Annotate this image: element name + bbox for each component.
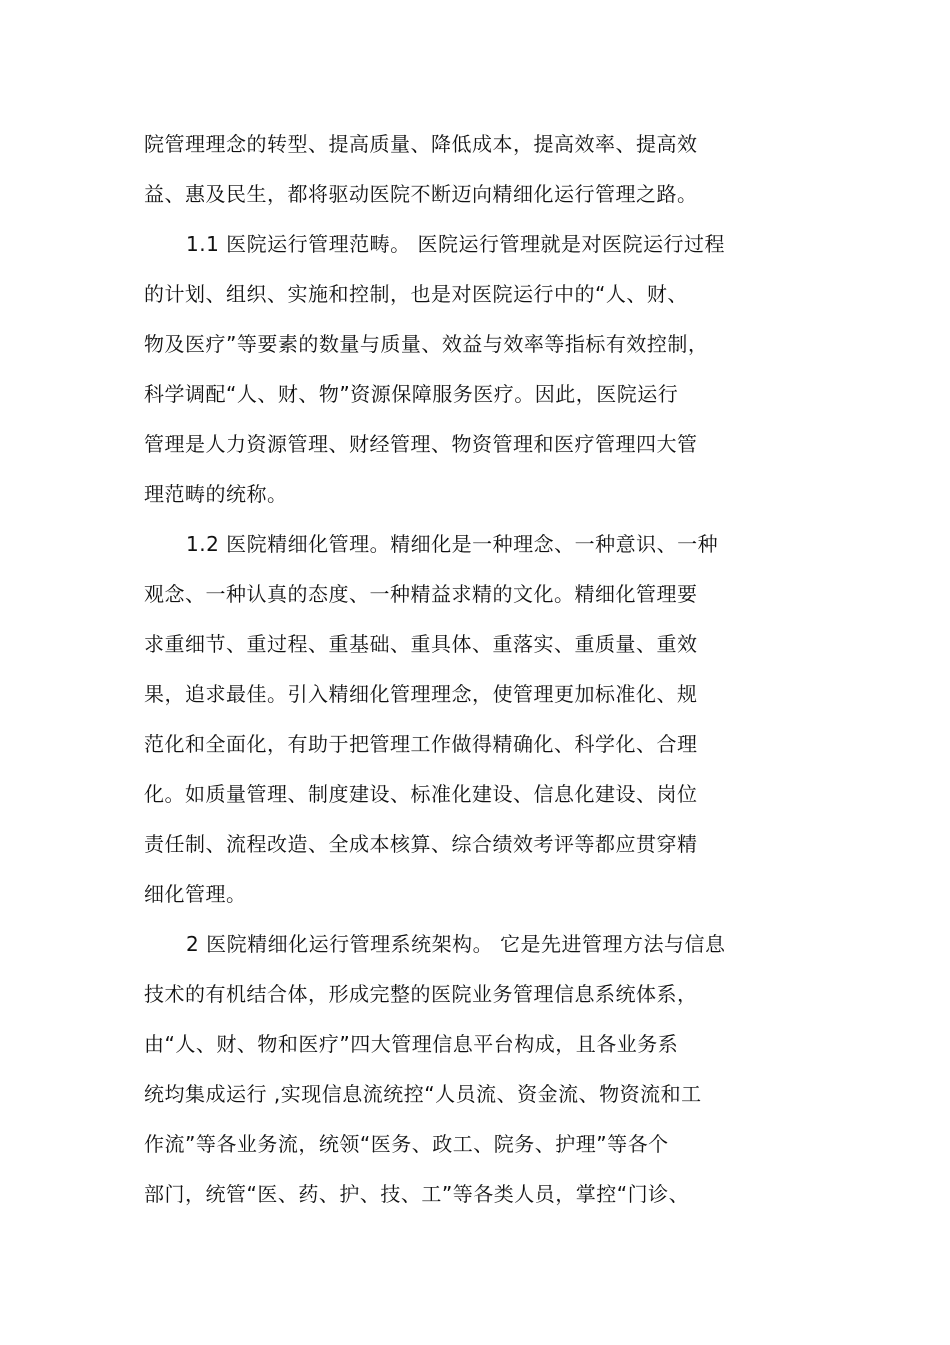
text-line: 由“人、财、物和医疗”四大管理信息平台构成，且各业务系: [144, 1032, 679, 1056]
text-line: 益、惠及民生，都将驱动医院不断迈向精细化运行管理之路。: [144, 182, 698, 206]
text-line: 管理是人力资源管理、财经管理、物资管理和医疗管理四大管: [144, 432, 698, 456]
text-line: 物及医疗”等要素的数量与质量、效益与效率等指标有效控制，: [144, 332, 709, 356]
text-line: 理范畴的统称。: [144, 482, 288, 506]
text-line: 技术的有机结合体，形成完整的医院业务管理信息系统体系，: [144, 982, 698, 1006]
text-line: 观念、一种认真的态度、一种精益求精的文化。精细化管理要: [144, 582, 698, 606]
section-heading-line: 1.1 医院运行管理范畴。 医院运行管理就是对医院运行过程: [186, 232, 726, 256]
text-line: 统均集成运行 ,实现信息流统控“人员流、资金流、物资流和工: [144, 1082, 702, 1106]
text-line: 责任制、流程改造、全成本核算、综合绩效考评等都应贯穿精: [144, 832, 698, 856]
text-line: 作流”等各业务流，统领“医务、政工、院务、护理”等各个: [144, 1132, 669, 1156]
text-line: 求重细节、重过程、重基础、重具体、重落实、重质量、重效: [144, 632, 698, 656]
text-line: 部门，统管“医、药、护、技、工”等各类人员，掌控“门诊、: [144, 1182, 690, 1206]
text-line: 科学调配“人、财、物”资源保障服务医疗。因此，医院运行: [144, 382, 679, 406]
text-line: 细化管理。: [144, 882, 247, 906]
text-line: 院管理理念的转型、提高质量、降低成本，提高效率、提高效: [144, 132, 698, 156]
text-line: 果，追求最佳。引入精细化管理理念，使管理更加标准化、规: [144, 682, 698, 706]
text-line: 的计划、组织、实施和控制，也是对医院运行中的“人、财、: [144, 282, 688, 306]
section-heading-line: 2 医院精细化运行管理系统架构。 它是先进管理方法与信息: [186, 932, 726, 956]
text-line: 范化和全面化，有助于把管理工作做得精确化、科学化、合理: [144, 732, 698, 756]
section-heading-line: 1.2 医院精细化管理。精细化是一种理念、一种意识、一种: [186, 532, 719, 556]
text-line: 化。如质量管理、制度建设、标准化建设、信息化建设、岗位: [144, 782, 698, 806]
